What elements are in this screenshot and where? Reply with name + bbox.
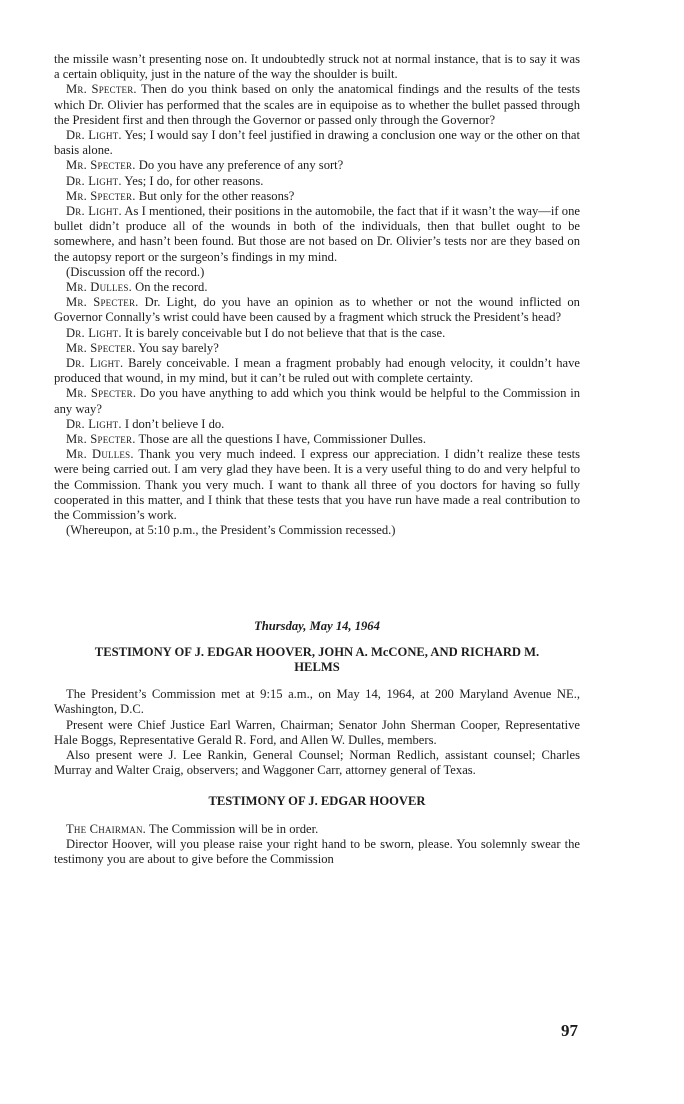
paragraph-text: Do you have any preference of any sort? (138, 158, 344, 173)
transcript-section (54, 52, 580, 539)
paragraph-text: Then do you think based on only the anatomical findings and the results of the tests which Dr. Olivier has performed that the scales are in equipoise as to whether the bullet passed through the President first and then through the Governor or passed only through the Governor? (54, 82, 581, 127)
speaker-name: Mr. Dulles. (66, 447, 134, 462)
paragraph: The President’s Commission met at 9:15 a.m., on May 14, 1964, at 200 Maryland Avenue NE., Washington, D.C. (54, 687, 580, 717)
speaker-name: Dr. Light. (66, 204, 122, 219)
paragraph-text: the missile wasn’t presenting nose on. It undoubtedly struck not at normal instance, that is to say it was a certain obliquity, just in the nature of the way the shoulder is built. (54, 52, 580, 82)
paragraph (54, 822, 580, 837)
paragraph-text: Thank you very much indeed. I express our appreciation. I didn’t realize these tests were being carried out. I am very glad they have been. It is a very useful thing to do and very helpful to the Commission. Thank you very much. I want to thank all three of you doctors for having so fully cooperated in this matter, and I think that these tests that you have run have made a real contribution to the Commission’s work. (54, 447, 581, 523)
speaker-name: Mr. Specter. (66, 386, 137, 401)
speaker-name: Dr. Light. (66, 416, 122, 431)
paragraph-text: Dr. Light, do you have an opinion as to whether or not the wound inflicted on Governor Connally’s wrist could have been caused by a fragment which struck the President’s head? (54, 295, 580, 325)
testimony-title: TESTIMONY OF J. EDGAR HOOVER, JOHN A. McCONE, AND RICHARD M. HELMS (94, 644, 540, 674)
paragraph-text: Barely conceivable. I mean a fragment probably had enough velocity, it couldn’t have produced that wound, in my mind, but it can’t be ruled out with complete certainty. (54, 356, 580, 386)
speaker-name: Dr. Light. (66, 356, 124, 371)
speaker-name: Mr. Specter. (66, 340, 136, 355)
paragraph (54, 52, 580, 82)
paragraph-text: Yes; I would say I don’t feel justified in drawing a conclusion one way or the other on that basis alone. (54, 128, 580, 158)
paragraph-text: The Commission will be in order. (148, 821, 319, 836)
intro-section (54, 687, 580, 778)
paragraph (54, 432, 580, 447)
paragraph-text: (Discussion off the record.) (66, 264, 205, 279)
paragraph (54, 174, 580, 189)
speaker-name: Mr. Dulles. (66, 280, 132, 295)
speaker-name: Dr. Light. (66, 173, 122, 188)
paragraph (54, 295, 580, 325)
speaker-name: The Chairman. (66, 821, 146, 836)
paragraph-text: You say barely? (138, 340, 219, 355)
date-heading: Thursday, May 14, 1964 (254, 618, 380, 633)
hoover-section (54, 822, 580, 868)
paragraph-text: On the record. (135, 280, 208, 295)
paragraph (54, 326, 580, 341)
paragraph-text: Yes; I do, for other reasons. (124, 173, 264, 188)
paragraph (54, 189, 580, 204)
paragraph (54, 280, 580, 295)
speaker-name: Mr. Specter. (66, 188, 136, 203)
paragraph-text: (Whereupon, at 5:10 p.m., the President’s Commission recessed.) (66, 523, 396, 538)
paragraph-text: I don’t believe I do. (124, 416, 225, 431)
document-page (54, 52, 580, 867)
paragraph: Also present were J. Lee Rankin, General Counsel; Norman Redlich, assistant counsel; Charles Murray and Walter Craig, observers; and Waggoner Carr, attorney general of Texas. (54, 747, 580, 778)
sub-heading: TESTIMONY OF J. EDGAR HOOVER (208, 794, 426, 809)
speaker-name: Mr. Specter. (66, 295, 139, 310)
paragraph-text: Director Hoover, will you please raise your right hand to be sworn, please. You solemnly swear the testimony you are about to give before the Commission (54, 836, 580, 866)
speaker-name: Dr. Light. (66, 128, 122, 143)
speaker-name: Mr. Specter. (66, 82, 137, 97)
paragraph (54, 523, 580, 538)
paragraph (54, 386, 580, 416)
paragraph (54, 341, 580, 356)
paragraph-text: Do you have anything to add which you think would be helpful to the Commission in any way? (54, 386, 580, 416)
speaker-name: Mr. Specter. (66, 432, 136, 447)
paragraph-text: But only for the other reasons? (138, 188, 295, 203)
paragraph (54, 837, 580, 867)
paragraph-text: As I mentioned, their positions in the automobile, the fact that if it wasn’t the way—if one bullet didn’t produce all of the wounds in both of the individuals, then that bullet ought to be somewhere, and hasn’t been found. But those are not based on Dr. Olivier’s tests nor are they based on the autopsy report or the surgeon’s findings in my mind. (54, 204, 580, 264)
paragraph-text: It is barely conceivable but I do not believe that that is the case. (124, 325, 446, 340)
page-number: 97 (561, 1021, 578, 1040)
paragraph (54, 447, 580, 523)
section-gap (54, 539, 580, 619)
paragraph (54, 82, 580, 128)
paragraph (54, 417, 580, 432)
paragraph (54, 204, 580, 265)
paragraph-text: Those are all the questions I have, Commissioner Dulles. (138, 432, 426, 447)
paragraph (54, 356, 580, 386)
paragraph (54, 158, 580, 173)
speaker-name: Mr. Specter. (66, 158, 136, 173)
speaker-name: Dr. Light. (66, 325, 122, 340)
paragraph: Present were Chief Justice Earl Warren, Chairman; Senator John Sherman Cooper, Representative Hale Boggs, Representative Gerald R. Ford, and Allen W. Dulles, members. (54, 717, 580, 747)
paragraph (54, 265, 580, 280)
paragraph (54, 128, 580, 158)
